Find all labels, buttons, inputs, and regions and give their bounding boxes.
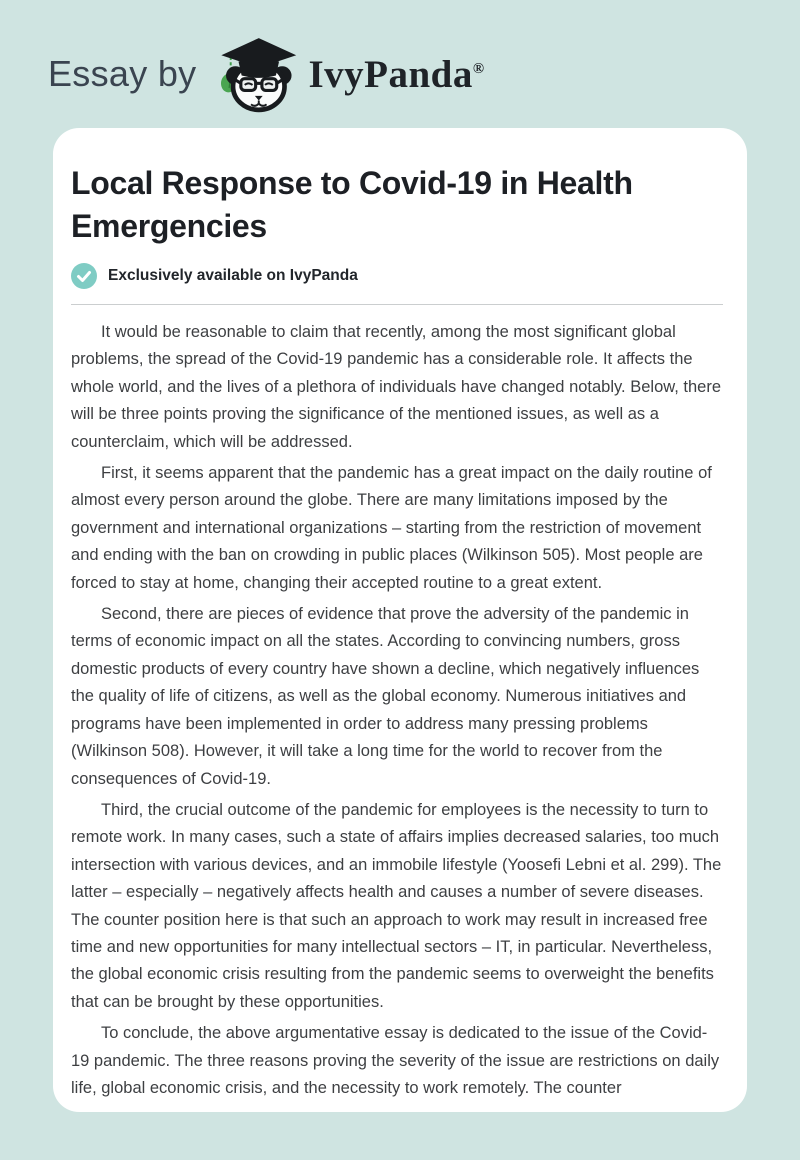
brand-name[interactable]: [308, 52, 484, 97]
brand-text: IvyPanda: [308, 52, 473, 96]
exclusive-badge-label: Exclusively available on IvyPanda: [108, 267, 358, 284]
header: [0, 0, 800, 122]
check-icon: [71, 263, 97, 289]
essay-paragraph-intro: It would be reasonable to claim that recently, among the most significant global problems, the spread of the Covid-19 pandemic has a considerable role. It affects the whole world, and the lives of a plethora of individuals have changed notably. Below, there will be three points proving the significance of the mentioned issues, as well as a counterclaim, which will be addressed.: [71, 323, 722, 451]
essay-by-label: Essay by: [48, 53, 197, 94]
essay-paragraph-first-point: First, it seems apparent that the pandemic has a great impact on the daily routine of almost every person around the globe. There are many limitations imposed by the government and international organizations – starting from the restriction of movement and ending with the ban on crowding in public places (Wilkinson 505). Most people are forced to stay at home, changing their accepted routine to a great extent.: [71, 464, 712, 592]
exclusive-badge: [71, 263, 723, 289]
essay-body: [71, 319, 723, 1102]
panda-graduation-cap-logo-icon[interactable]: [214, 35, 302, 113]
essay-paragraph-second-point: Second, there are pieces of evidence that prove the adversity of the pandemic in terms of economic impact on all the states. According to convincing numbers, gross domestic products of every country have shown a decline, which negatively influences the quality of life of citizens, as well as the global economy. Numerous initiatives and programs have been implemented in order to address many pressing problems (Wilkinson 508). However, it will take a long time for the world to recover from the consequences of Covid-19.: [71, 605, 700, 788]
essay-card: [53, 128, 747, 1112]
registered-trademark: ®: [472, 60, 485, 77]
essay-paragraph-third-point: Third, the crucial outcome of the pandemic for employees is the necessity to turn to remote work. In many cases, such a state of affairs implies decreased salaries, too much intersection with various devices, and an immobile lifestyle (Yoosefi Lebni et al. 299). The latter – especially – negatively affects health and causes a number of severe diseases. The counter position here is that such an approach to work may result in increased free time and new opportunities for many intellectual sectors – IT, in particular. Nevertheless, the global economic crisis resulting from the pandemic seems to overweight the benefits that can be brought by these opportunities.: [71, 800, 722, 1011]
essay-title: Local Response to Covid-19 in Health Emergencies: [71, 165, 633, 244]
essay-paragraph-conclusion: To conclude, the above argumentative essay is dedicated to the issue of the Covid-19 pandemic. The three reasons proving the severity of the issue are restrictions on daily life, global economic crisis, and the necessity to work remotely. The counter: [71, 1024, 720, 1097]
divider: [71, 304, 723, 305]
